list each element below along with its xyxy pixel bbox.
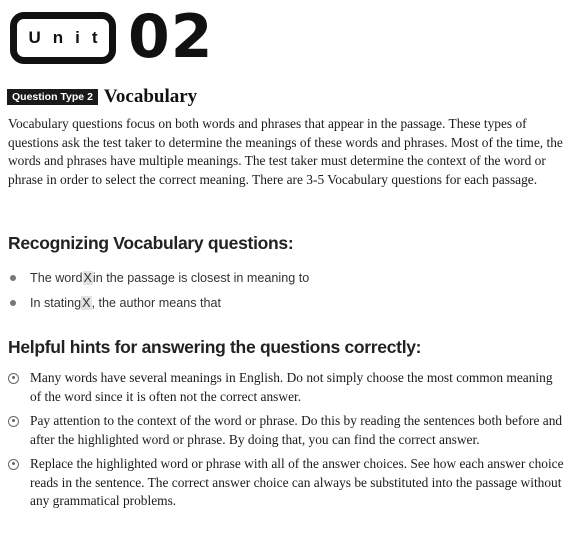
unit-badge bbox=[10, 12, 116, 64]
item-text-before: The word bbox=[30, 270, 83, 285]
hint-text: Many words have several meanings in English. Do not simply choose the most common meaning of the word since it is often not the correct answer. bbox=[30, 370, 553, 404]
list-item bbox=[8, 265, 309, 290]
circle-bullet-icon bbox=[8, 416, 19, 427]
unit-label: Unit bbox=[28, 28, 110, 47]
unit-number: 02 bbox=[128, 2, 214, 72]
hint-text: Pay attention to the context of the word or phrase. Do this by reading the sentences both before and after the highlighted word or phrase. By doing that, you can find the correct answer. bbox=[30, 413, 563, 447]
hint-text: Replace the highlighted word or phrase with all of the answer choices. See how each answer choice reads in the sentence. The correct answer choice can always be substituted into the passage without any grammatical problems. bbox=[30, 456, 564, 508]
list-item bbox=[8, 412, 564, 449]
item-text-after: , the author means that bbox=[91, 295, 222, 310]
recognizing-title: Recognizing Vocabulary questions: bbox=[8, 233, 294, 253]
question-type-title: Vocabulary bbox=[103, 86, 198, 107]
highlighted-placeholder: X bbox=[82, 295, 91, 310]
highlighted-placeholder: X bbox=[83, 270, 92, 285]
intro-paragraph: Vocabulary questions focus on both words and phrases that appear in the passage. These types of questions ask the test taker to determine the meanings of these words and phrases. Most of the time, the words and phrases have multiple meanings. The test taker must determine the context of the word or phrase in order to select the correct meaning. There are 3-5 Vocabulary questions for each passage. bbox=[8, 116, 563, 187]
hints-title: Helpful hints for answering the questions correctly: bbox=[8, 337, 422, 357]
hints-list bbox=[8, 369, 564, 517]
item-text-before: In stating bbox=[30, 295, 82, 310]
bullet-dot-icon bbox=[10, 300, 16, 306]
list-item bbox=[8, 290, 309, 315]
circle-bullet-icon bbox=[8, 373, 19, 384]
list-item bbox=[8, 369, 564, 406]
circle-bullet-icon bbox=[8, 459, 19, 470]
question-type-badge: Question Type 2 bbox=[7, 89, 98, 105]
list-item bbox=[8, 455, 564, 511]
item-text-after: in the passage is closest in meaning to bbox=[92, 270, 310, 285]
recognizing-list bbox=[8, 265, 309, 315]
bullet-dot-icon bbox=[10, 275, 16, 281]
question-type-heading bbox=[7, 86, 197, 108]
